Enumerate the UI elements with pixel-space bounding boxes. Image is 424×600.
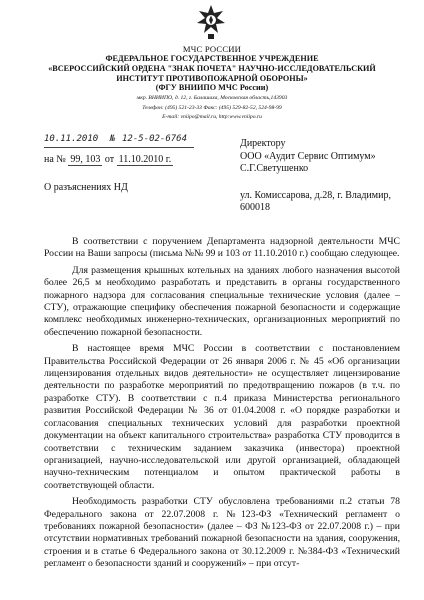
reference-line — [44, 154, 173, 165]
body-paragraph-4: Необходимость разработки СТУ обусловлена требованиями п.2 статьи 78 Федерального закона от 22.07.2008 г. №123-ФЗ «Технический регламент о требованиях пожарной безопасности» (далее – ФЗ №123-ФЗ от 22.07.2008 г.) – при отсутствии нормативных требований пожарной безопасности на здания, сооружения, строения и в статье 6 Федерального закона от 30.12.2009 г. №384-ФЗ «Технический регламент о безопасности зданий и сооружений» – при отсут- — [44, 496, 400, 570]
addressee-person: С.Г.Светушенко — [240, 163, 309, 175]
body-paragraph-3: В настоящее время МЧС России в соответствии с постановлением Правительства Российской Федерации от 26 января 2006 г. № 45 «Об организации лицензирования отдельных видов деятельности» не осуществляет лицензирование деятельности по разработке мероприятий по предотвращению пожаров (в т.ч. по разработке СТУ). В соответствии с п.4 приказа Министерства регионального развития Российской Федерации № 36 от 01.04.2008 г. «О порядке разработки и согласования специальных технических условий для разработки проектной документации на объект капитального строительства» разработка СТУ проводится в соответствии с техническим заданием заказчика (инвестора) проектной организацией, научно-исследовательской или другой организацией, обладающей научно-техническим потенциалом и опытом практической работы в соответствующей области. — [44, 343, 400, 491]
addressee-block — [240, 138, 420, 215]
registration-date: 10.11.2010 — [44, 134, 99, 144]
org-line-3: ИНСТИТУТ ПРОТИВОПОЖАРНОЙ ОБОРОНЫ» — [116, 73, 308, 83]
reference-prefix: на № — [44, 154, 66, 165]
letter-subject: О разъяснениях НД — [44, 182, 128, 193]
body-paragraph-1: В соответствии с поручением Департамента надзорной деятельности МЧС России на Ваши запросы (письма №№ 99 и 103 от 11.10.2010 г.) сообщаю следующее. — [44, 236, 400, 260]
reference-from: от — [104, 154, 115, 165]
org-address: мкр. ВНИИПО, д. 12, г. Балашиха, Московская область,143903 — [136, 95, 288, 102]
emchs-emblem-icon — [196, 4, 226, 40]
addressee-zip: 600018 — [240, 202, 270, 214]
addressee-street: ул. Комиссарова, д.28, г. Владимир, — [240, 189, 391, 201]
addressee-company: ООО «Аудит Сервис Оптимум» — [240, 150, 376, 162]
org-short-name: (ФГУ ВНИИПО МЧС России) — [155, 83, 269, 93]
registration-value: 12-5-02-6764 — [122, 134, 188, 144]
org-line-1: ФЕДЕРАЛЬНОЕ ГОСУДАРСТВЕННОЕ УЧРЕЖДЕНИЕ — [105, 54, 319, 63]
ministry-name: МЧС РОССИИ — [182, 44, 242, 54]
reference-numbers: 99, 103 — [70, 154, 101, 165]
registration-number — [44, 134, 194, 148]
org-line-2: «ВСЕРОССИЙСКИЙ ОРДЕНА "ЗНАК ПОЧЕТА" НАУЧНО-ИССЛЕДОВАТЕЛЬСКИЙ — [48, 63, 376, 73]
body-paragraph-2: Для размещения крышных котельных на зданиях любого назначения высотой более 26,5 м необходимо разработать и представить в органы государственного пожарного надзора для согласования специальные технические условия (далее – СТУ), отражающие специфику обеспечения пожарной безопасности и содержащие комплекс необходимых инженерно-технических, организационных мероприятий по обеспечению пожарной безопасности. — [44, 264, 400, 338]
org-phones: Телефон: (495) 521-23-33 Факс: (495) 529-82-52, 524-98-99 — [142, 104, 282, 111]
registration-underline — [44, 147, 194, 148]
org-email: E-mail: vniipo@mail.ru, http:www.vniipo.ru — [162, 113, 262, 120]
reference-date: 11.10.2010 г. — [118, 154, 172, 165]
registration-prefix: № — [110, 134, 116, 144]
letterhead — [20, 44, 404, 121]
letter-body — [44, 236, 400, 575]
addressee-title: Директору — [240, 138, 286, 149]
